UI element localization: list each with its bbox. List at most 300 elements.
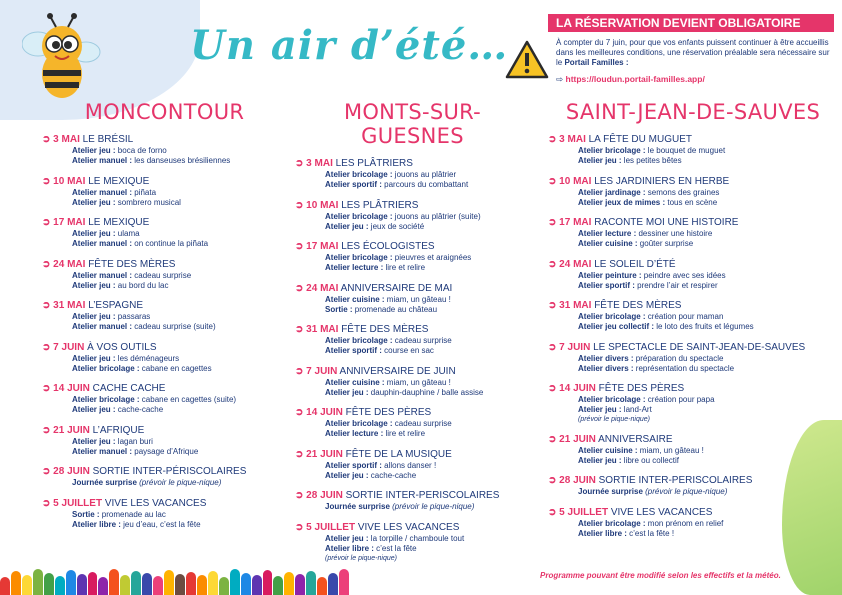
crayon	[197, 575, 207, 595]
crayon	[241, 573, 251, 595]
activity-label: Atelier jeu :	[578, 455, 622, 465]
activity-text: c’est la fête	[373, 543, 417, 553]
schedule-entry	[548, 475, 838, 497]
activity-line	[295, 544, 530, 554]
entry-date: 3 MAI	[306, 158, 333, 169]
activity-line	[42, 405, 287, 415]
schedule-entry	[295, 522, 530, 563]
activity-text: pieuvres et araignées	[392, 253, 472, 262]
arrow-icon: ➲	[295, 448, 307, 460]
arrow-icon: ➲	[295, 324, 307, 335]
activity-line	[295, 471, 530, 481]
activity-text: jeux de société	[368, 221, 425, 231]
activity-line	[295, 305, 530, 315]
activity-label: Atelier divers :	[578, 363, 634, 373]
activity-text: boca de forno	[115, 146, 167, 155]
crayon	[0, 577, 10, 595]
activity-label: Atelier jeu :	[72, 405, 116, 414]
activity-line	[42, 395, 287, 405]
activity-label: Atelier sportif :	[578, 280, 635, 290]
activity-line	[295, 534, 530, 544]
entry-heading	[548, 383, 838, 395]
activity-line	[548, 529, 838, 539]
entry-date: 5 JUILLET	[306, 521, 356, 533]
arrow-icon: ➲	[42, 466, 54, 477]
activity-text: lagan buri	[115, 436, 153, 446]
entry-heading	[295, 407, 530, 419]
activity-text: cache-cache	[115, 405, 164, 414]
arrow-icon: ➲	[295, 407, 307, 418]
crayon	[120, 575, 130, 595]
entry-theme: FÊTE DES MÈRES	[594, 300, 682, 311]
arrow-icon: ➲	[548, 506, 560, 518]
activity-label: Atelier bricolage :	[72, 395, 140, 404]
activity-text: les danseuses brésiliennes	[132, 156, 231, 165]
activity-text: cadeau surprise	[392, 336, 452, 345]
activity-text: miam, un gâteau !	[384, 377, 451, 387]
entry-heading	[548, 300, 838, 312]
arrow-icon: ➲	[295, 199, 307, 211]
entry-heading	[295, 241, 530, 253]
activity-label: Atelier jeu :	[72, 436, 116, 446]
crayon	[142, 573, 152, 595]
activity-line	[548, 188, 838, 198]
activity-text: (prévoir le pique-nique)	[642, 487, 728, 496]
entry-date: 7 JUIN	[53, 341, 85, 353]
activity-text: dessiner une histoire	[636, 229, 713, 238]
entry-date: 31 MAI	[306, 324, 339, 335]
activity-label: Atelier manuel :	[72, 446, 133, 456]
activity-label: Atelier bricolage :	[578, 518, 646, 528]
activity-text: c’est la fête !	[626, 528, 675, 538]
activity-label: Sortie :	[72, 509, 100, 519]
activity-text: cache-cache	[368, 470, 417, 480]
activity-line	[42, 354, 287, 364]
entry-date: 31 MAI	[53, 300, 86, 311]
activity-label: Atelier jeu :	[72, 146, 116, 155]
activity-label: Atelier lecture :	[578, 229, 637, 238]
activity-line	[548, 446, 838, 456]
activity-line	[295, 388, 530, 398]
arrow-icon: ➲	[295, 521, 307, 533]
activity-text: mon prénom en relief	[645, 518, 724, 528]
arrow-icon: ➲	[295, 490, 307, 501]
activity-text: jouons au plâtrier	[392, 170, 457, 179]
entry-note: (prévoir le pique-nique)	[578, 416, 650, 423]
entry-heading	[42, 259, 287, 271]
activity-label: Atelier sportif :	[325, 460, 382, 470]
activity-text: jouons au plâtrier (suite)	[392, 211, 481, 221]
activity-text: la torpille / chamboule tout	[368, 533, 465, 543]
arrow-icon: ⇨	[556, 74, 564, 84]
arrow-icon: ➲	[42, 383, 54, 394]
crayon	[164, 570, 174, 595]
activity-line	[295, 170, 530, 180]
schedule-entry	[42, 300, 287, 332]
entry-theme: LES PLÂTRIERS	[341, 199, 419, 211]
activity-label: Atelier jeu :	[325, 387, 369, 397]
activity-label: Atelier cuisine :	[578, 445, 638, 455]
activity-text: (prévoir le pique-nique)	[389, 502, 475, 511]
entry-theme: FÊTE DES PÈRES	[345, 407, 432, 418]
activity-line	[295, 253, 530, 263]
crayon	[273, 576, 283, 595]
entry-theme: ANNIVERSAIRE DE JUIN	[339, 365, 456, 377]
crayon	[306, 571, 316, 595]
entry-theme: LE MEXIQUE	[88, 217, 150, 228]
arrow-icon: ➲	[548, 300, 560, 311]
crayon	[153, 576, 163, 595]
column-title: MONTS-SUR-GUESNES	[343, 100, 482, 148]
activity-line	[548, 229, 838, 239]
reservation-portal-label: Portail Familles :	[564, 58, 629, 67]
reservation-text	[556, 38, 834, 68]
activity-label: Atelier cuisine :	[325, 294, 385, 304]
column-title: MONCONTOUR	[84, 100, 245, 124]
activity-label: Atelier peinture :	[578, 270, 642, 280]
crayon	[98, 577, 108, 595]
activity-text: les déménageurs	[115, 353, 180, 363]
entry-date: 17 MAI	[559, 217, 592, 228]
activity-text: on continue la piñata	[132, 239, 209, 248]
activity-text: ulama	[115, 229, 140, 238]
schedule-entry	[42, 176, 287, 208]
activity-line	[295, 263, 530, 273]
schedule-entry	[42, 425, 287, 457]
entry-date: 21 JUIN	[53, 424, 90, 436]
activity-line	[42, 478, 287, 488]
entry-theme: VIVE LES VACANCES	[104, 497, 207, 509]
activity-line	[548, 456, 838, 466]
activity-label: Atelier manuel :	[72, 270, 133, 280]
activity-text: cadeau surprise	[392, 419, 452, 428]
arrow-icon: ➲	[42, 341, 54, 353]
activity-label: Atelier jeu :	[72, 197, 116, 207]
entry-theme: FÊTE DE LA MUSIQUE	[345, 448, 452, 460]
activity-label: Atelier jeu :	[578, 156, 622, 165]
arrow-icon: ➲	[548, 175, 560, 187]
entry-note: (prévoir le pique-nique)	[325, 554, 397, 562]
portal-link[interactable]: https://loudun.portail-familles.app/	[565, 74, 705, 84]
schedule-entry	[295, 200, 530, 232]
activity-line	[295, 212, 530, 222]
activity-label: Atelier jardinage :	[578, 187, 646, 197]
crayon	[252, 575, 262, 595]
entry-heading	[295, 324, 530, 336]
schedule-entry	[42, 498, 287, 530]
schedule-entry	[42, 383, 287, 415]
crayon	[219, 577, 229, 595]
activity-label: Atelier bricolage :	[325, 211, 393, 221]
bee-illustration	[22, 12, 102, 102]
activity-text: sombrero musical	[115, 197, 181, 207]
activity-line	[548, 354, 838, 364]
activity-text: goûter surprise	[637, 239, 694, 248]
activity-label: Atelier divers :	[578, 353, 634, 363]
entry-date: 14 JUIN	[559, 383, 596, 394]
schedule-entry	[295, 241, 530, 273]
activity-label: Atelier lecture :	[325, 429, 384, 438]
entry-heading	[548, 507, 838, 519]
entry-theme: SORTIE INTER-PERISCOLAIRES	[598, 475, 753, 486]
activity-line	[42, 188, 287, 198]
crayon	[11, 571, 21, 595]
schedule-entry	[42, 259, 287, 291]
activity-text: course en sac	[381, 346, 434, 355]
activity-text: cabane en cagettes	[139, 363, 212, 373]
activity-label: Atelier jeu :	[325, 533, 369, 543]
schedule-entry	[295, 490, 530, 512]
entry-date: 14 JUIN	[53, 383, 90, 394]
crayon	[263, 570, 273, 595]
entry-theme: SORTIE INTER-PÉRISCOLAIRES	[92, 466, 247, 477]
activity-line	[295, 502, 530, 512]
activity-label: Atelier jeu :	[72, 280, 116, 290]
entry-theme: À VOS OUTILS	[87, 341, 157, 353]
crayon	[109, 569, 119, 595]
activity-label: Atelier manuel :	[72, 187, 133, 197]
entry-date: 7 JUIN	[559, 341, 591, 353]
schedule-entry	[548, 434, 838, 466]
entry-theme: LE MEXIQUE	[88, 175, 150, 187]
activity-line	[295, 336, 530, 346]
activity-line	[548, 271, 838, 281]
crayon	[22, 575, 32, 595]
arrow-icon: ➲	[295, 241, 307, 252]
arrow-icon: ➲	[42, 134, 54, 145]
activity-line	[42, 447, 287, 457]
column-saint-jean-de-sauves	[548, 100, 838, 548]
crayon	[328, 573, 338, 595]
entry-heading	[42, 217, 287, 229]
entry-theme: LES PLÂTRIERS	[335, 158, 413, 169]
entry-date: 31 MAI	[559, 300, 592, 311]
activity-line	[295, 378, 530, 388]
activity-label: Atelier jeu :	[72, 312, 116, 321]
activity-label: Atelier bricolage :	[578, 146, 646, 155]
activity-label: Atelier libre :	[325, 543, 374, 553]
activity-line	[548, 146, 838, 156]
schedule-entry	[548, 176, 838, 208]
activity-label: Journée surprise	[578, 487, 643, 496]
activity-label: Atelier jeu :	[72, 229, 116, 238]
entry-heading	[295, 200, 530, 212]
entry-theme: RACONTE MOI UNE HISTOIRE	[594, 217, 739, 228]
schedule-entry	[295, 283, 530, 315]
activity-line	[548, 281, 838, 291]
activity-text: promenade au lac	[99, 509, 166, 519]
activity-line	[42, 437, 287, 447]
entry-heading	[548, 259, 838, 271]
entry-date: 24 MAI	[53, 258, 86, 270]
activity-label: Atelier bricolage :	[325, 253, 393, 262]
entry-heading	[42, 383, 287, 395]
activity-line	[295, 346, 530, 356]
activity-text: au bord du lac	[115, 280, 169, 290]
activity-label: Atelier cuisine :	[325, 377, 385, 387]
activity-line	[295, 180, 530, 190]
activity-line	[42, 146, 287, 156]
activity-text: création pour papa	[645, 395, 715, 404]
entry-date: 28 JUIN	[559, 475, 596, 486]
activity-text: (prévoir le pique-nique)	[136, 478, 222, 487]
activity-line	[548, 198, 838, 208]
activity-label: Atelier bricolage :	[578, 395, 646, 404]
activity-label: Journée surprise	[325, 502, 390, 511]
arrow-icon: ➲	[295, 282, 307, 294]
crayon	[88, 572, 98, 595]
arrow-icon: ➲	[548, 341, 560, 353]
activity-line	[548, 519, 838, 529]
schedule-entry	[295, 407, 530, 439]
activity-text: passaras	[115, 312, 151, 321]
activity-label: Atelier sportif :	[325, 346, 382, 355]
entry-theme: LES JARDINIERS EN HERBE	[594, 175, 730, 187]
crayon	[66, 570, 76, 595]
activity-line	[548, 395, 838, 405]
activity-line	[548, 312, 838, 322]
activity-line	[42, 312, 287, 322]
activity-label: Atelier libre :	[72, 519, 121, 529]
entry-date: 10 MAI	[559, 175, 592, 187]
entry-heading	[548, 434, 838, 446]
activity-line	[42, 198, 287, 208]
activity-label: Atelier bricolage :	[578, 312, 646, 321]
entry-heading	[42, 176, 287, 188]
activity-label: Atelier manuel :	[72, 156, 133, 165]
activity-text: promenade au château	[352, 304, 438, 314]
entry-date: 14 JUIN	[306, 407, 343, 418]
activity-line	[42, 156, 287, 166]
activity-text: semons des graines	[645, 187, 720, 197]
entry-heading	[295, 490, 530, 502]
activity-line	[295, 461, 530, 471]
schedule-entry	[42, 466, 287, 488]
entry-heading	[42, 134, 287, 146]
arrow-icon: ➲	[42, 175, 54, 187]
page-title: Un air d’été…	[190, 22, 509, 69]
entry-date: 24 MAI	[306, 282, 339, 294]
entry-theme: VIVE LES VACANCES	[610, 506, 713, 518]
entry-date: 10 MAI	[53, 175, 86, 187]
schedule-entry	[548, 383, 838, 424]
entry-theme: LE SOLEIL D’ÉTÉ	[594, 258, 676, 270]
entry-heading	[295, 158, 530, 170]
entry-heading	[42, 498, 287, 510]
activity-line	[42, 281, 287, 291]
schedule-entry	[548, 134, 838, 166]
crayon	[55, 576, 65, 595]
entry-heading	[295, 366, 530, 378]
entry-date: 5 JUILLET	[53, 497, 103, 509]
footer-note: Programme pouvant être modifié selon les effectifs et la météo.	[540, 571, 781, 580]
schedule-entry	[42, 342, 287, 374]
activity-label: Atelier manuel :	[72, 322, 133, 331]
column-title: SAINT-JEAN-DE-SAUVES	[565, 100, 821, 124]
activity-line	[42, 229, 287, 239]
activity-label: Atelier jeu :	[72, 353, 116, 363]
entry-date: 3 MAI	[53, 134, 80, 145]
entry-date: 21 JUIN	[306, 448, 343, 460]
entry-date: 28 JUIN	[53, 466, 90, 477]
crayon	[131, 571, 141, 595]
activity-text: le bouquet de muguet	[645, 146, 726, 155]
activity-line	[42, 322, 287, 332]
crayon	[77, 574, 87, 595]
activity-line	[295, 429, 530, 439]
crayon	[44, 573, 54, 595]
crayons-decoration	[0, 565, 350, 595]
crayon	[230, 569, 240, 595]
crayon	[284, 572, 294, 595]
arrow-icon: ➲	[548, 134, 560, 145]
schedule-entry	[295, 449, 530, 481]
activity-text: cadeau surprise (suite)	[132, 322, 216, 331]
activity-label: Atelier jeu :	[578, 405, 622, 414]
warning-icon	[505, 40, 549, 80]
activity-text: tous en scène	[665, 197, 718, 207]
entry-heading	[548, 134, 838, 146]
activity-line	[42, 520, 287, 530]
schedule-entry	[548, 507, 838, 539]
activity-text: les petites bêtes	[621, 156, 682, 165]
entry-theme: FÊTE DES PÈRES	[598, 383, 685, 394]
entry-heading	[42, 300, 287, 312]
entry-heading	[42, 425, 287, 437]
arrow-icon: ➲	[42, 497, 54, 509]
activity-line	[548, 322, 838, 332]
crayon	[33, 569, 43, 595]
activity-line	[548, 364, 838, 374]
arrow-icon: ➲	[42, 300, 54, 311]
activity-text: allons danser !	[381, 460, 437, 470]
activity-text: miam, un gâteau !	[384, 294, 451, 304]
activity-label: Atelier lecture :	[325, 263, 384, 272]
schedule-entry	[295, 366, 530, 398]
arrow-icon: ➲	[42, 258, 54, 270]
entry-theme: VIVE LES VACANCES	[357, 521, 460, 533]
activity-label: Atelier bricolage :	[325, 336, 393, 345]
entry-date: 24 MAI	[559, 258, 592, 270]
crayon	[295, 574, 305, 595]
arrow-icon: ➲	[42, 217, 54, 228]
activity-text: lire et relire	[383, 429, 426, 438]
activity-label: Atelier jeu collectif :	[578, 322, 655, 331]
entry-date: 5 JUILLET	[559, 506, 609, 518]
entry-heading	[548, 342, 838, 354]
column-monts-sur-guesnes	[295, 100, 530, 572]
crayon	[175, 574, 185, 595]
entry-heading	[548, 176, 838, 188]
entry-theme: L’AFRIQUE	[92, 424, 145, 436]
activity-line	[548, 487, 838, 497]
schedule-entry	[42, 134, 287, 166]
activity-label: Atelier bricolage :	[72, 363, 140, 373]
activity-text: le loto des fruits et légumes	[654, 322, 754, 331]
activity-label: Atelier libre :	[578, 528, 627, 538]
entry-theme: CACHE CACHE	[92, 383, 166, 394]
entry-theme: LES ÉCOLOGISTES	[341, 241, 435, 252]
column-moncontour	[42, 100, 287, 539]
activity-text: jeu d’eau, c’est la fête	[120, 519, 201, 529]
entry-date: 3 MAI	[559, 134, 586, 145]
entry-theme: ANNIVERSAIRE DE MAI	[340, 282, 453, 294]
arrow-icon: ➲	[548, 258, 560, 270]
crayon	[208, 571, 218, 595]
entry-theme: SORTIE INTER-PERISCOLAIRES	[345, 490, 500, 501]
activity-text: parcours du combattant	[381, 180, 469, 189]
schedule-entry	[42, 217, 287, 249]
